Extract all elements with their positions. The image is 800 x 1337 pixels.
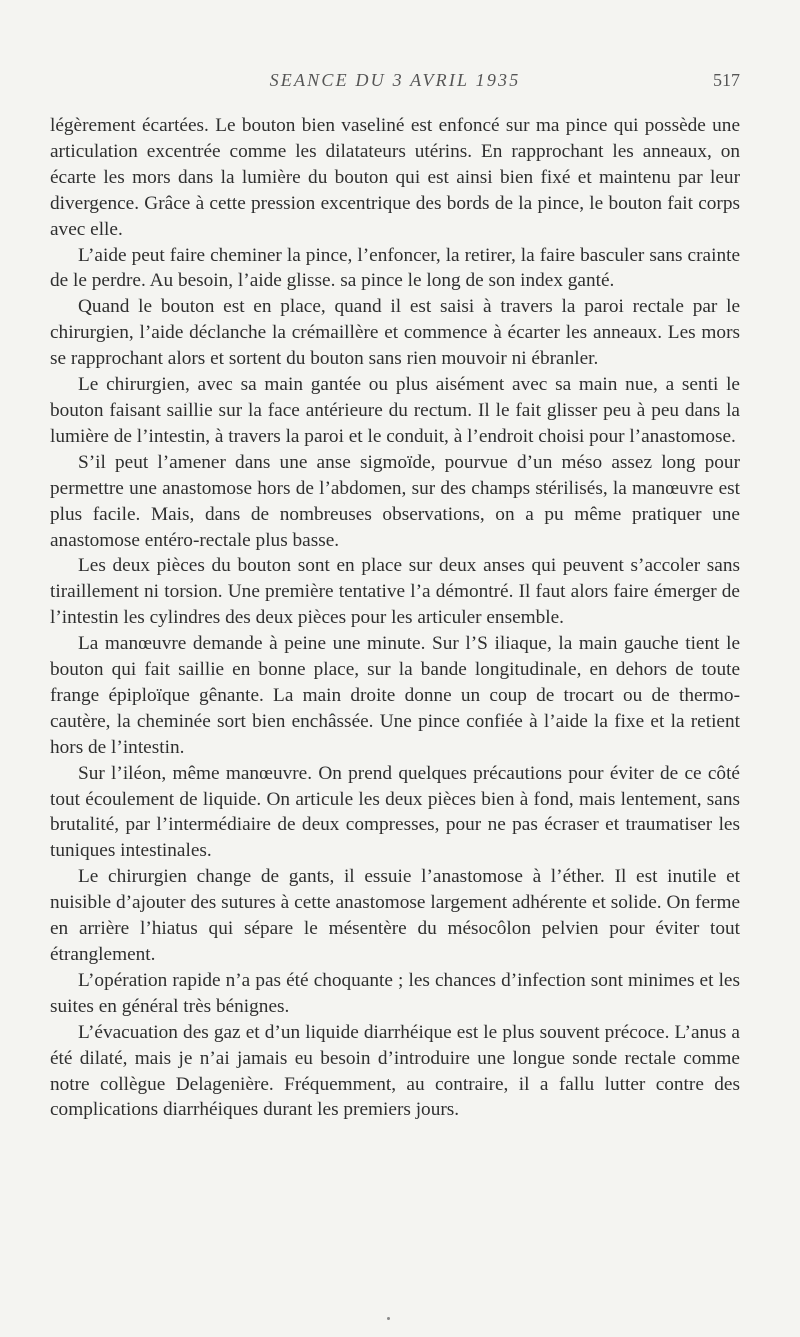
paragraph-6: Les deux pièces du bouton sont en place sur deux anses qui peuvent s’accoler sans tiraillement ni torsion. Une première tentative l’a démontré. Il faut alors faire émerger de l’intestin les cylindres des deux pièces pour les articuler ensemble. [50,555,740,629]
paragraph-7: La manœuvre demande à peine une minute. Sur l’S iliaque, la main gauche tient le bouton qui fait saillie en bonne place, sur la bande longitudinale, en dehors de toute frange épiploïque gênante. La main droite donne un coup de trocart ou de thermo-cautère, la cheminée sort bien enchâssée. Une pince confiée à l’aide la fixe et la retient hors de l’intestin. [50,633,740,758]
ink-speck [387,1317,390,1320]
paragraph-1: légèrement écartées. Le bouton bien vaseliné est enfoncé sur ma pince qui possède une articulation excentrée comme les dilatateurs utérins. En rapprochant les anneaux, on écarte les mors dans la lumière du bouton qui est ainsi bien fixé et maintenu par leur divergence. Grâce à cette pression excentrique des bords de la pince, le bouton fait corps avec elle. [50,115,740,240]
paragraph-11: L’évacuation des gaz et d’un liquide diarrhéique est le plus souvent précoce. L’anus a été dilaté, mais je n’ai jamais eu besoin d’introduire une longue sonde rectale comme notre collègue Delagenière. Fréquemment, au contraire, il a fallu lutter contre des complications diarrhéiques durant les premiers jours. [50,1021,740,1121]
body-text [50,113,740,1123]
paragraph-8: Sur l’iléon, même manœuvre. On prend quelques précautions pour éviter de ce côté tout écoulement de liquide. On articule les deux pièces bien à fond, mais lentement, sans brutalité, par l’intermédiaire de deux compresses, pour ne pas écraser et traumatiser les tuniques intestinales. [50,762,740,862]
running-title: SEANCE DU 3 AVRIL 1935 [269,70,521,90]
paragraph-9: Le chirurgien change de gants, il essuie l’anastomose à l’éther. Il est inutile et nuisible d’ajouter des sutures à cette anastomose largement adhérente et solide. On ferme en arrière l’hiatus qui sépare le mésentère du mésocôlon pelvien pour éviter tout étranglement. [50,866,740,965]
paragraph-5: S’il peut l’amener dans une anse sigmoïde, pourvue d’un méso assez long pour permettre une anastomose hors de l’abdomen, sur des champs stérilisés, la manœuvre est plus facile. Mais, dans de nombreuses observations, on a pu même pratiquer une anastomose entéro-rectale plus basse. [50,451,740,551]
page-header [50,70,740,100]
paragraph-2: L’aide peut faire cheminer la pince, l’enfoncer, la retirer, la faire basculer sans crainte de le perdre. Au besoin, l’aide glisse. sa pince le long de son index ganté. [50,244,740,292]
paragraph-10: L’opération rapide n’a pas été choquante ; les chances d’infection sont minimes et les suites en général très bénignes. [50,969,740,1017]
page-number: 517 [713,70,740,90]
paragraph-4: Le chirurgien, avec sa main gantée ou plus aisément avec sa main nue, a senti le bouton faisant saillie sur la face antérieure du rectum. Il le fait glisser peu à peu dans la lumière de l’intestin, à travers la paroi et le conduit, à l’endroit choisi pour l’anastomose. [50,374,740,447]
paragraph-3: Quand le bouton est en place, quand il est saisi à travers la paroi rectale par le chirurgien, l’aide déclanche la crémaillère et commence à écarter les anneaux. Les mors se rapprochant alors et sortent du bouton sans rien mouvoir ni ébranler. [50,296,740,370]
